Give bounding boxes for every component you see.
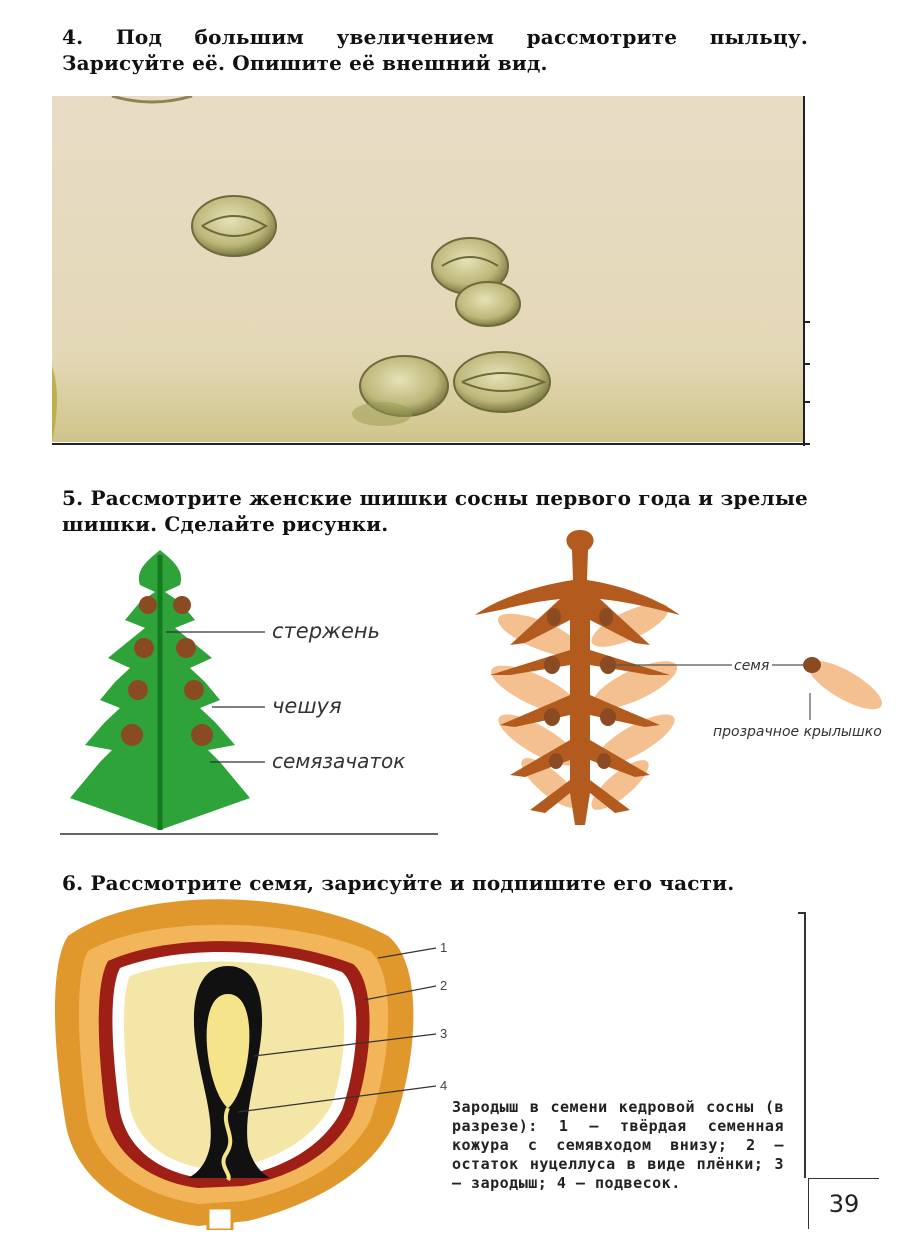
- seed-number-2: 2: [440, 978, 448, 993]
- task-4-text: 4. Под большим увеличением рассмотрите пыльцу. Зарисуйте её. Опишите её внешний вид.: [62, 25, 808, 75]
- label-scale: чешуя: [272, 694, 342, 718]
- seed-number-4: 4: [440, 1078, 448, 1093]
- drawing-frame-line: [804, 912, 806, 1178]
- mature-cone-diagram: [470, 525, 900, 840]
- label-rod: стержень: [272, 619, 380, 643]
- drawing-frame-tick: [798, 912, 805, 914]
- task-5-text: 5. Рассмотрите женские шишки сосны первого года и зрелые шишки. Сделайте рисунки.: [62, 486, 808, 536]
- pollen-grain: [192, 196, 276, 256]
- seed-number-3: 3: [440, 1026, 448, 1041]
- detached-seed: [802, 652, 889, 718]
- label-seed: семя: [734, 658, 770, 674]
- task-6-text: 6. Рассмотрите семя, зарисуйте и подпишите его части.: [62, 871, 735, 895]
- cone-scale-diagram: [60, 540, 450, 840]
- page-number: 39: [808, 1178, 879, 1229]
- label-ovule: семязачаток: [272, 749, 406, 773]
- seed-section-diagram: [48, 896, 468, 1230]
- pollen-micrograph: [52, 96, 810, 448]
- label-wing: прозрачное крылышко: [713, 724, 882, 740]
- seed-caption: Зародыш в семени кедровой сосны (в разрезе): 1 — твёрдая семенная кожура с семявходом внизу; 2 — остаток нуцеллуса в виде плёнки; 3 — зародыш; 4 — подвесок.: [452, 1098, 784, 1192]
- seed-number-1: 1: [440, 940, 448, 955]
